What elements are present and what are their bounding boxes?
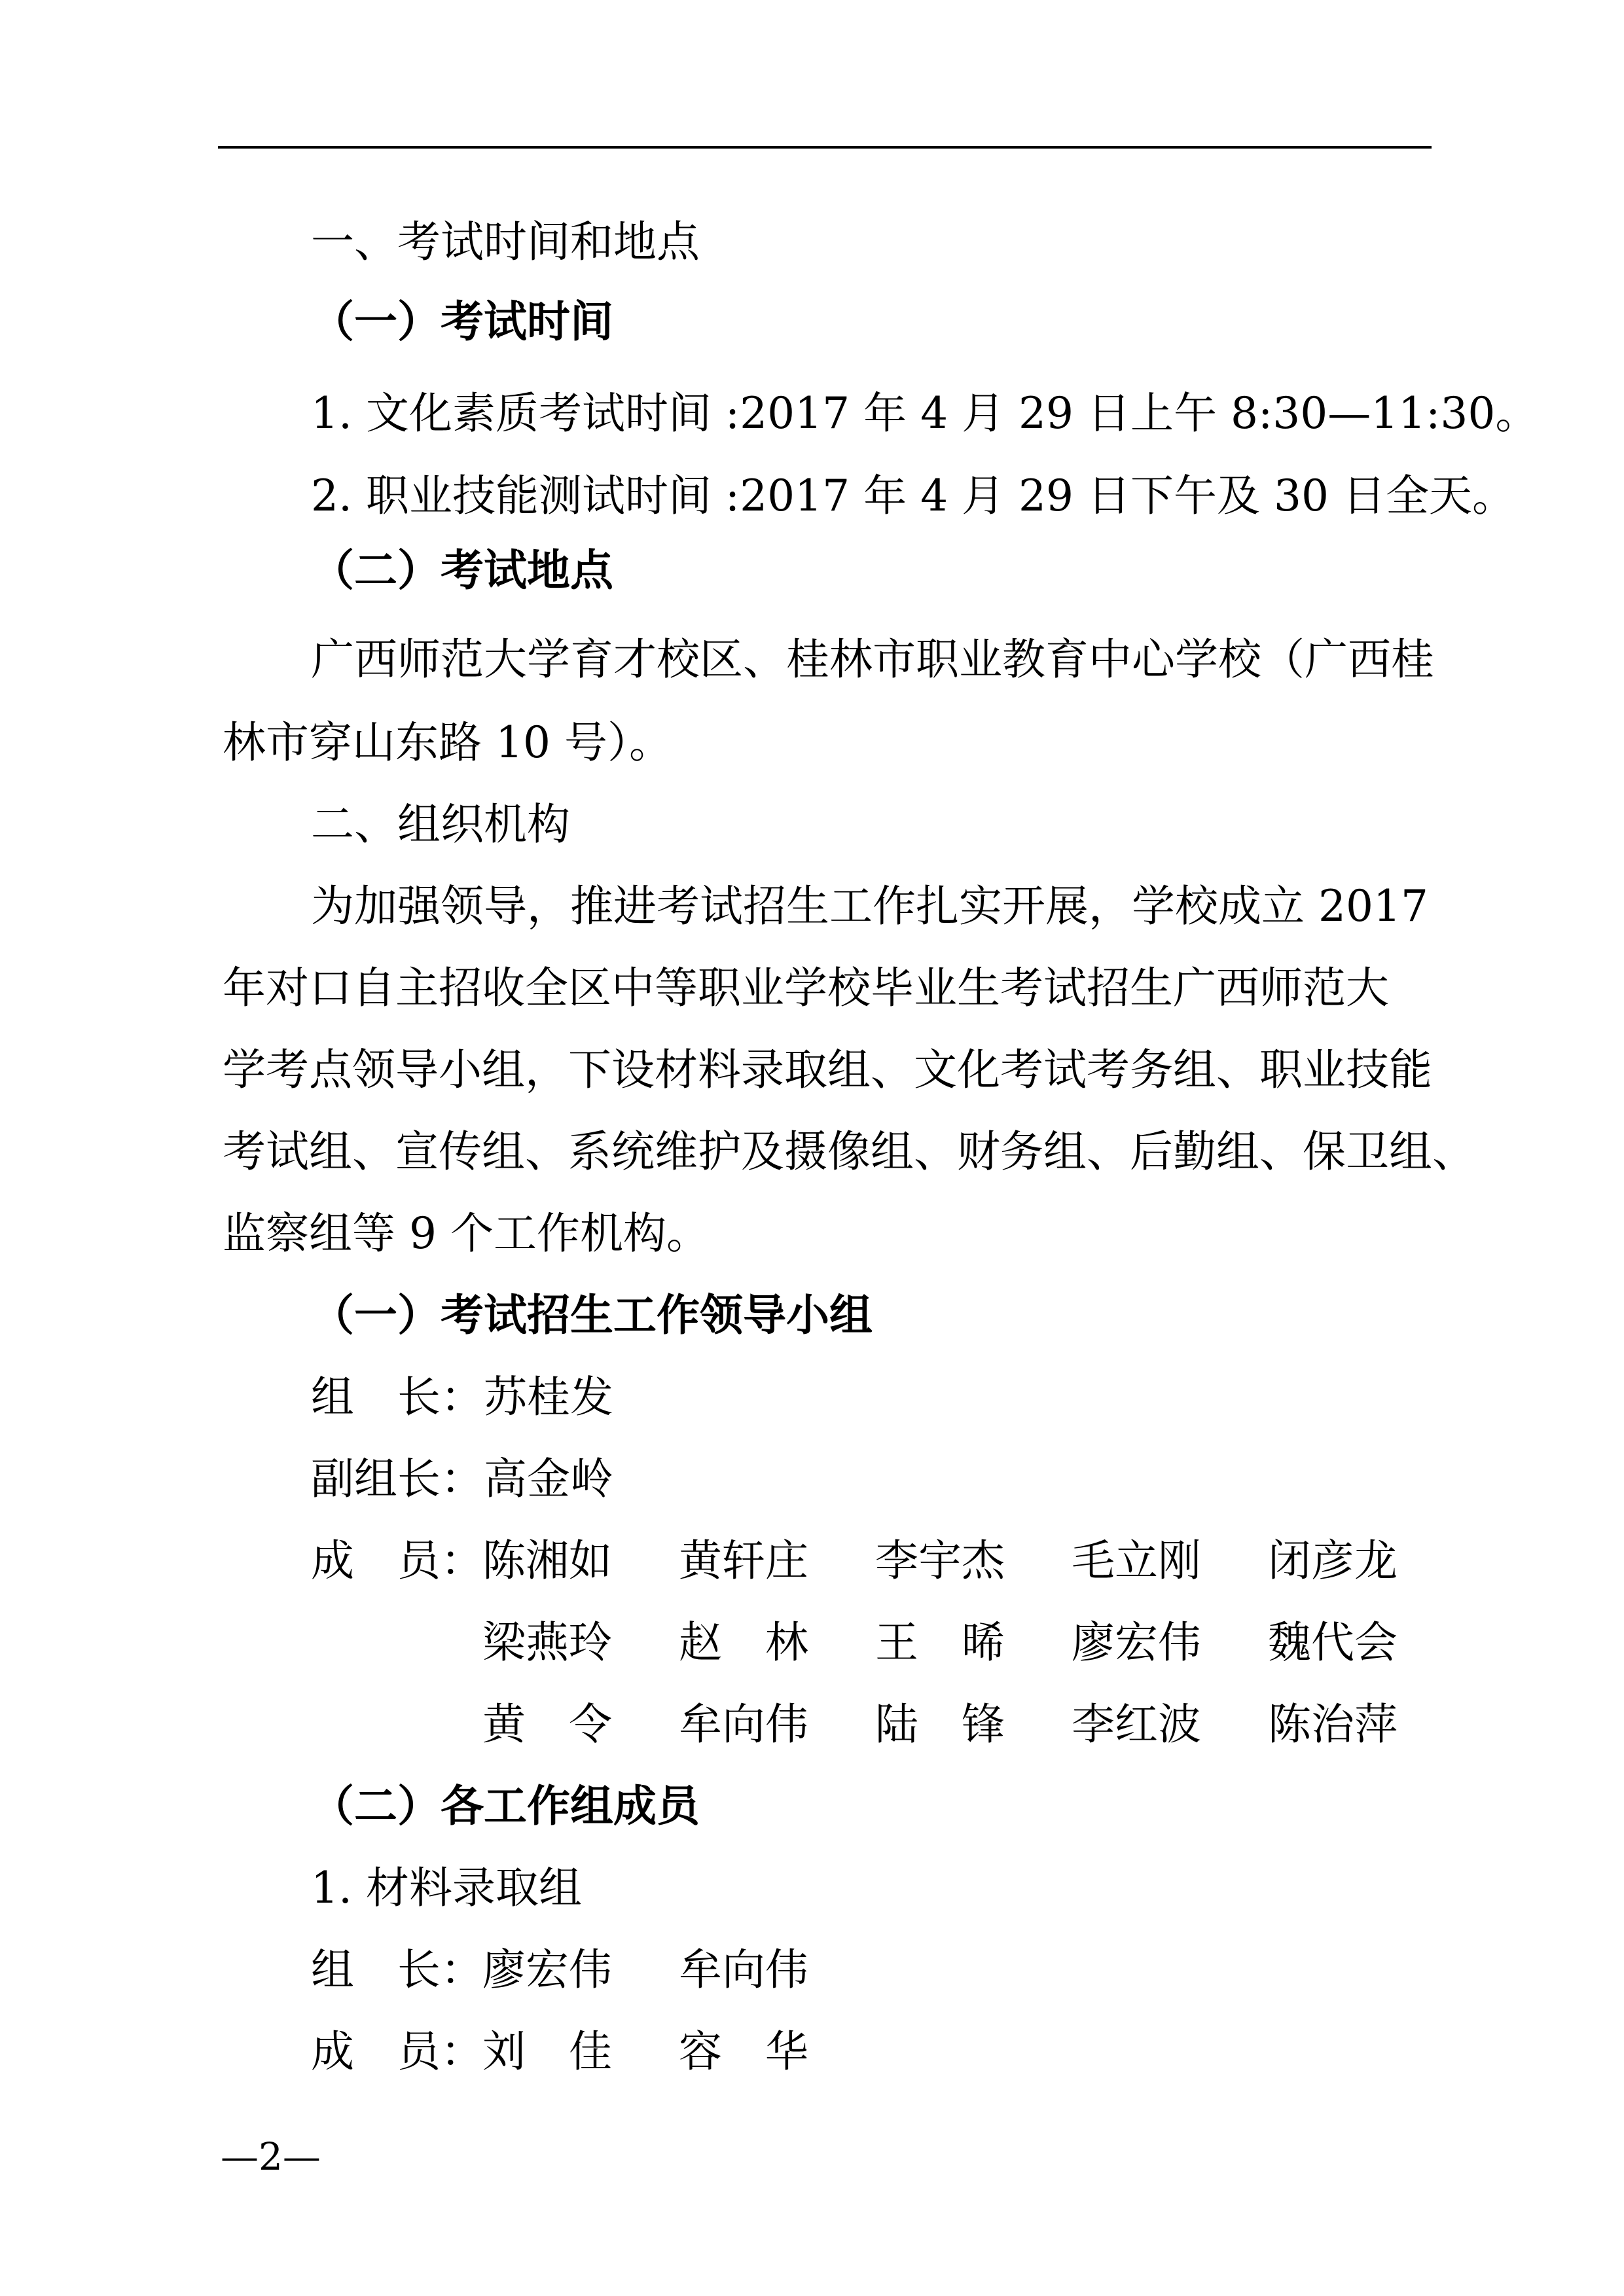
members-label: 成 员： bbox=[311, 1535, 484, 1586]
member-name: 李宇杰 bbox=[875, 1535, 1005, 1586]
member-name: 黄轩庄 bbox=[679, 1535, 808, 1586]
leader-row bbox=[311, 1371, 613, 1424]
member-name: 赵 林 bbox=[679, 1617, 808, 1668]
group-1-member-row bbox=[311, 2026, 1437, 2078]
member-name: 陈湘如 bbox=[482, 1535, 612, 1586]
leader-name: 苏桂发 bbox=[484, 1372, 613, 1422]
group-1-member-name: 刘 佳 bbox=[482, 2026, 612, 2077]
member-name: 王 晞 bbox=[875, 1617, 1005, 1668]
group-1-leader-label: 组 长： bbox=[311, 1945, 484, 1995]
group-1-leader-name: 牟向伟 bbox=[679, 1945, 808, 1995]
members-row-2 bbox=[311, 1617, 1437, 1669]
org-paragraph-line-1: 为加强领导，推进考试招生工作扎实开展，学校成立 2017 bbox=[311, 881, 1428, 931]
member-name: 廖宏伟 bbox=[1072, 1617, 1201, 1668]
members-row-1 bbox=[311, 1535, 1437, 1587]
org-paragraph-line-3: 学考点领导小组，下设材料录取组、文化考试考务组、职业技能 bbox=[223, 1045, 1432, 1095]
exam-time-item-1: 1. 文化素质考试时间 :2017 年 4 月 29 日上午 8:30—11:30。 bbox=[311, 388, 1539, 439]
member-name: 牟向伟 bbox=[679, 1699, 808, 1749]
member-name: 黄 令 bbox=[482, 1699, 612, 1749]
group-1-leader-row bbox=[311, 1944, 1437, 1996]
page-number: —2— bbox=[221, 2134, 321, 2179]
member-name: 毛立刚 bbox=[1072, 1535, 1201, 1586]
vice-leader-row bbox=[311, 1453, 613, 1505]
subheading-work-groups: （二）各工作组成员 bbox=[311, 1781, 700, 1831]
exam-place-line-1: 广西师范大学育才校区、桂林市职业教育中心学校（广西桂 bbox=[311, 634, 1434, 685]
member-name: 陈治萍 bbox=[1268, 1699, 1398, 1749]
section-heading-2: 二、组织机构 bbox=[311, 799, 570, 850]
org-paragraph-line-2: 年对口自主招收全区中等职业学校毕业生考试招生广西师范大 bbox=[223, 963, 1389, 1013]
member-name: 闭彦龙 bbox=[1268, 1535, 1398, 1586]
subheading-exam-place: （二）考试地点 bbox=[311, 545, 613, 596]
group-1-leader-name: 廖宏伟 bbox=[482, 1945, 612, 1995]
org-paragraph-line-5: 监察组等 9 个工作机构。 bbox=[223, 1208, 710, 1259]
member-name: 梁燕玲 bbox=[482, 1617, 612, 1668]
exam-time-item-2: 2. 职业技能测试时间 :2017 年 4 月 29 日下午及 30 日全天。 bbox=[311, 471, 1515, 521]
leader-label: 组 长： bbox=[311, 1372, 484, 1422]
header-rule bbox=[218, 146, 1432, 149]
member-name: 陆 锋 bbox=[875, 1699, 1005, 1749]
group-1-member-name: 容 华 bbox=[679, 2026, 808, 2077]
org-paragraph-line-4: 考试组、宣传组、系统维护及摄像组、财务组、后勤组、保卫组、 bbox=[223, 1126, 1475, 1177]
vice-leader-name: 高金岭 bbox=[484, 1454, 613, 1504]
group-1-title: 1. 材料录取组 bbox=[311, 1863, 582, 1913]
section-heading-1: 一、考试时间和地点 bbox=[311, 217, 700, 267]
vice-leader-label: 副组长： bbox=[311, 1454, 484, 1504]
subheading-exam-time: （一）考试时间 bbox=[311, 296, 613, 347]
subheading-leading-group: （一）考试招生工作领导小组 bbox=[311, 1290, 873, 1340]
exam-place-line-2: 林市穿山东路 10 号）。 bbox=[223, 717, 672, 768]
members-row-3 bbox=[311, 1698, 1437, 1751]
member-name: 魏代会 bbox=[1268, 1617, 1398, 1668]
group-1-member-label: 成 员： bbox=[311, 2026, 484, 2077]
member-name: 李红波 bbox=[1072, 1699, 1201, 1749]
